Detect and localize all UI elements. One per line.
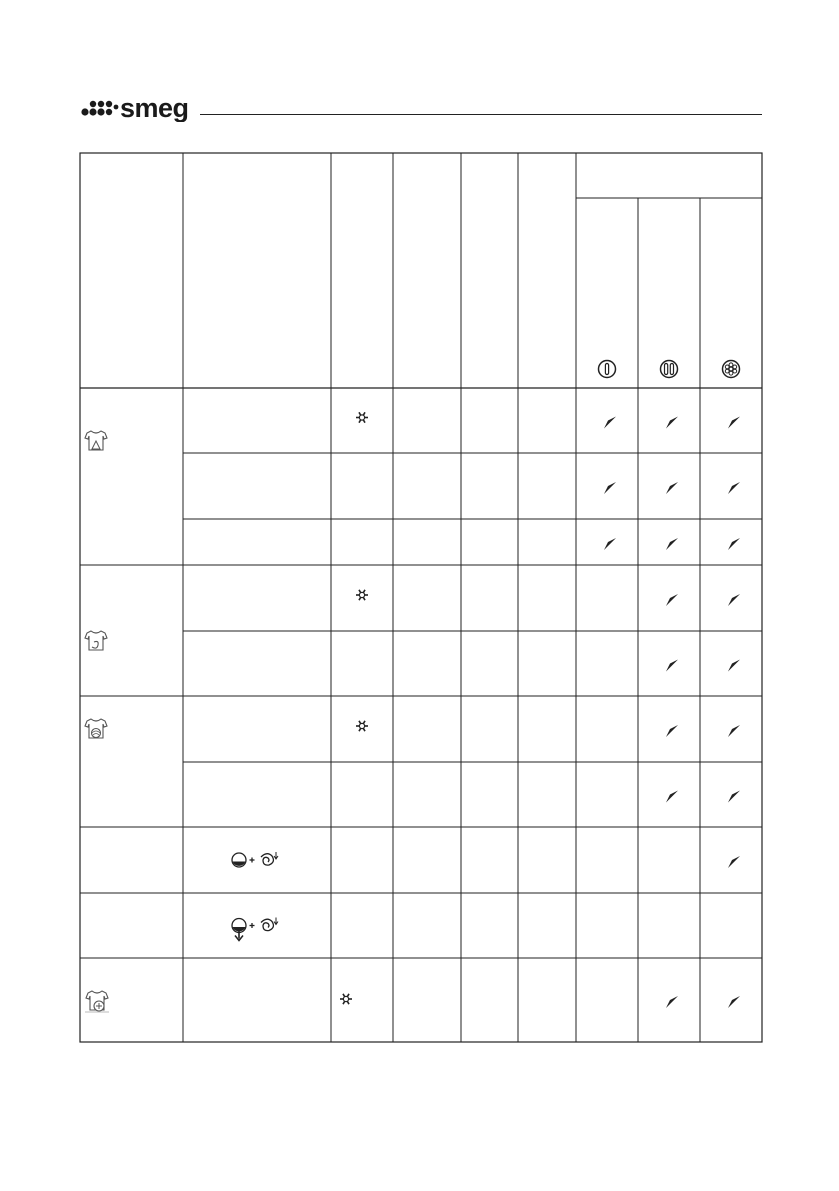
check-mark-icon — [723, 856, 740, 868]
check-mark-icon — [661, 996, 678, 1008]
cotton-shirt-icon — [85, 431, 107, 450]
check-mark-icon — [661, 482, 678, 494]
check-mark-icon — [661, 725, 678, 737]
check-mark-icon — [661, 660, 678, 672]
logo-wordmark: smeg — [120, 93, 189, 122]
check-mark-icon — [723, 594, 740, 606]
snowflake-icon — [340, 994, 352, 1004]
check-mark-icon — [661, 538, 678, 550]
mode-1-dot-icon — [599, 361, 616, 378]
snowflake-icon — [356, 721, 368, 731]
check-mark-icon — [723, 791, 740, 803]
check-mark-icon — [599, 417, 616, 429]
snowflake-icon — [356, 590, 368, 600]
mode-2-dots-icon — [661, 361, 678, 378]
synthetic-shirt-icon — [85, 631, 107, 650]
check-mark-icon — [599, 482, 616, 494]
snowflake-icon — [356, 412, 368, 422]
check-mark-icon — [661, 594, 678, 606]
check-mark-icon — [723, 660, 740, 672]
mode-3-dots-icon — [723, 361, 740, 378]
check-mark-icon — [661, 417, 678, 429]
special-shirt-icon — [85, 991, 109, 1012]
check-mark-icon — [723, 482, 740, 494]
check-mark-icon — [661, 791, 678, 803]
check-mark-icon — [599, 538, 616, 550]
wool-shirt-icon — [85, 719, 107, 738]
check-mark-icon — [723, 725, 740, 737]
check-mark-icon — [723, 996, 740, 1008]
rinse-spin-icon — [232, 852, 278, 867]
drain-spin-icon — [232, 918, 278, 941]
check-mark-icon — [723, 417, 740, 429]
table-frame — [80, 153, 762, 1042]
check-mark-icon — [723, 538, 740, 550]
